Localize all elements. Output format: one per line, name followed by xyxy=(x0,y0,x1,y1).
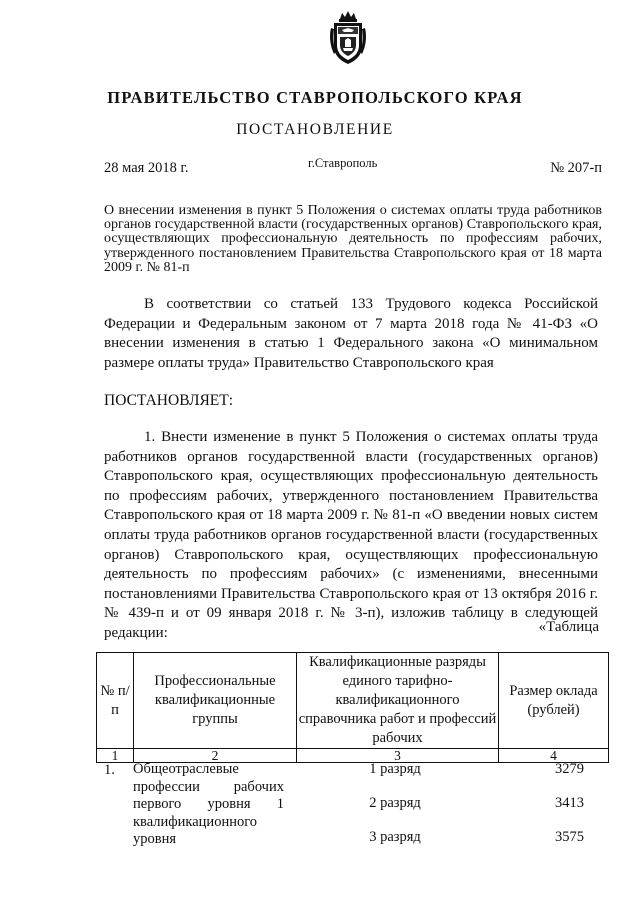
index-cell: 4 xyxy=(499,749,609,763)
preamble-paragraph: В соответствии со статьей 133 Трудового кодекса Российской Федерации и Федеральным законом от 7 марта 2018 года № 41-ФЗ «О внесении изменения в статью 1 Федерального закона «О минимальном размере оплаты труда» Правительство Ставропольского края xyxy=(104,296,598,371)
header-cell-groups: Профессиональные квалификационные группы xyxy=(134,653,297,749)
table-header-row xyxy=(97,653,609,749)
table-row-number: 1. xyxy=(104,762,115,778)
header-cell-grades: Квалификационные разряды единого тарифно-квалификационного справочника работ и профессий рабочих xyxy=(297,653,499,749)
salary-cell: 3575 xyxy=(555,829,584,845)
header-cell-salary: Размер оклада (рублей) xyxy=(499,653,609,749)
salary-cell: 3279 xyxy=(555,761,584,777)
table-row-group: Общеотраслевые профессии рабочих первого уровня 1 квалификационного уровня xyxy=(133,761,284,847)
index-cell: 3 xyxy=(297,749,499,763)
salary-cell: 3413 xyxy=(555,795,584,811)
document-city: г.Ставрополь xyxy=(308,156,378,170)
salary-table xyxy=(96,652,609,763)
stavropol-coat-of-arms-icon xyxy=(328,10,368,66)
grade-cell: 3 разряд xyxy=(369,829,421,845)
document-number: № 207-п xyxy=(550,160,602,176)
index-cell: 1 xyxy=(97,749,134,763)
government-title: ПРАВИТЕЛЬСТВО СТАВРОПОЛЬСКОГО КРАЯ xyxy=(107,88,523,107)
document-date: 28 мая 2018 г. xyxy=(104,160,189,176)
item-1-paragraph: 1. Внести изменение в пункт 5 Положения о системах оплаты труда работников органов государственной власти (государственных органов) Ставропольского края, осуществляющих профессиональную деятельность по профессиям рабочих, утвержденного постановлением Правительства Ставропольского края от 18 марта 2009 г. № 81-п «О введении новых систем оплаты труда работников органов государственной власти (государственных органов) Ставропольского края, осуществляющих профессиональную деятельность по профессиям рабочих» (с изменениями, внесенными постановлениями Правительства Ставропольского края от 13 октября 2016 г. № 439-п и от 09 января 2018 г. № 3-п), изложив таблицу в следующей редакции: xyxy=(104,429,598,641)
index-cell: 2 xyxy=(134,749,297,763)
table-label: «Таблица xyxy=(538,619,599,635)
grade-cell: 1 разряд xyxy=(369,761,421,777)
document-heading: О внесении изменения в пункт 5 Положения о системах оплаты труда работников органов государственной власти (государственных органов) Ставропольского края, осуществляющих профессиональную деятельность по профессиям рабочих, утвержденного постановлением Правительства Ставропольского края от 18 марта 2009 г. № 81-п xyxy=(104,203,602,275)
decree-word: ПОСТАНОВЛЯЕТ: xyxy=(104,392,234,409)
document-type: ПОСТАНОВЛЕНИЕ xyxy=(236,121,394,138)
grade-cell: 2 разряд xyxy=(369,795,421,811)
header-cell-number: № п/п xyxy=(97,653,134,749)
